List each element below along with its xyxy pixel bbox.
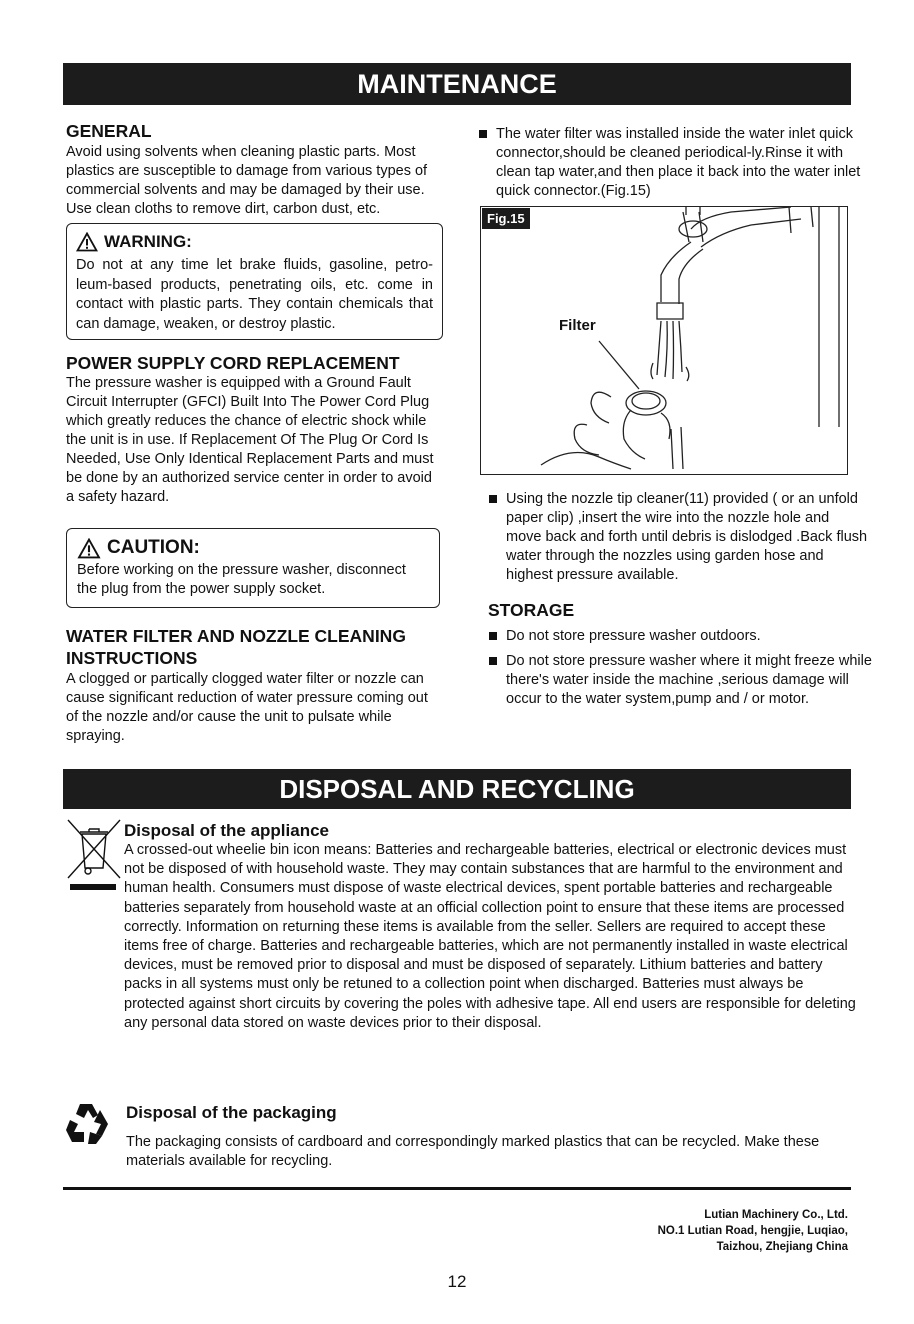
- caution-title: CAUTION:: [107, 537, 200, 558]
- power-cord-heading: POWER SUPPLY CORD REPLACEMENT: [66, 353, 400, 373]
- faucet-filter-illustration: [481, 207, 846, 473]
- company-name: Lutian Machinery Co., Ltd.: [704, 1209, 848, 1221]
- storage-bullet-freeze: [488, 652, 880, 709]
- page-number: 12: [447, 1272, 467, 1291]
- warning-title: WARNING:: [104, 232, 192, 251]
- packaging-heading: Disposal of the packaging: [126, 1103, 337, 1122]
- bullet-square: [489, 632, 497, 640]
- general-text: Avoid using solvents when cleaning plastic parts. Most plastics are susceptible to damage from various types of commercial solvents and may be damaged by their use. Use clean cloths to remove dirt, carbon dust, etc.: [66, 144, 428, 217]
- storage-bullet-freeze-text: Do not store pressure washer where it might freeze while there's water inside the machine ,serious damage will occur to the water system,pump and / or motor.: [506, 653, 872, 707]
- power-cord-text: The pressure washer is equipped with a Ground Fault Circuit Interrupter (GFCI) Built Into The Power Cord Plug which greatly reduces the chance of electric shock while the unit is in use. If Replacement Of The Plug Or Cord Is Needed, Use Only Identical Replacement Parts and must be done by an authorized service center in order to avoid a safety hazard.: [66, 375, 434, 505]
- filter-cleaning-heading-line2: INSTRUCTIONS: [66, 648, 198, 668]
- caution-box: [66, 528, 440, 608]
- crossed-out-wheelie-bin-icon: [64, 816, 124, 896]
- bullet-nozzle-cleaner-text: Using the nozzle tip cleaner(11) provided ( or an unfold paper clip) ,insert the wire into the nozzle hole and move back and forth until debris is dislodged .Back flush water through the nozzles using garden hose and highest pressure available.: [506, 491, 868, 583]
- filter-label: Filter: [559, 317, 596, 334]
- footer-rule: [63, 1187, 851, 1190]
- company-address-line2: Taizhou, Zhejiang China: [716, 1241, 848, 1253]
- warning-text: Do not at any time let brake fluids, gasoline, petro-leum-based products, penetrating oils, etc. come in contact with plastic parts. They contain chemicals that can damage, weaken, or destroy plastic.: [76, 257, 433, 332]
- storage-heading: STORAGE: [488, 600, 575, 620]
- company-address-line1: NO.1 Lutian Road, hengjie, Luqiao,: [657, 1225, 848, 1237]
- maintenance-banner: MAINTENANCE: [63, 63, 851, 105]
- bullet-water-filter: [478, 125, 866, 201]
- warning-triangle-icon: [77, 538, 101, 559]
- filter-cleaning-heading-line1: WATER FILTER AND NOZZLE CLEANING: [66, 626, 406, 646]
- company-address: [658, 1207, 848, 1255]
- storage-bullet-outdoors: [488, 627, 874, 646]
- figure-15: [480, 206, 848, 475]
- appliance-heading: Disposal of the appliance: [124, 821, 329, 840]
- caution-text: Before working on the pressure washer, disconnect the plug from the power supply socket.: [77, 562, 406, 597]
- bullet-square: [479, 130, 487, 138]
- storage-bullet-outdoors-text: Do not store pressure washer outdoors.: [506, 628, 761, 644]
- bullet-nozzle-cleaner: [488, 490, 868, 585]
- bullet-square: [489, 495, 497, 503]
- warning-box: [66, 223, 443, 340]
- recycling-icon: [64, 1102, 110, 1146]
- disposal-banner: DISPOSAL AND RECYCLING: [63, 769, 851, 809]
- bullet-water-filter-text: The water filter was installed inside the water inlet quick connector,should be cleaned periodical-ly.Rinse it with clean tap water,and then place it back into the water inlet quick connector.(Fig.15): [496, 126, 861, 199]
- warning-triangle-icon: [76, 232, 98, 252]
- bullet-square: [489, 657, 497, 665]
- figure-label: Fig.15: [482, 208, 530, 229]
- general-heading: GENERAL: [66, 121, 152, 141]
- filter-cleaning-text: A clogged or partically clogged water filter or nozzle can cause significant reduction of water pressure coming out of the nozzle and/or cause the unit to pulsate while spraying.: [66, 671, 428, 744]
- packaging-text: The packaging consists of cardboard and correspondingly marked plastics that can be recycled. Make these materials available for recycling.: [126, 1134, 820, 1169]
- appliance-text: A crossed-out wheelie bin icon means: Batteries and rechargeable batteries, electrical or electronic devices must not be disposed of with household waste. They may contain substances that are harmful to the environment and human health. Consumers must dispose of waste electrical devices, spent portable batteries and rechargeable batteries separately from household waste at an official collection point to ensure that these items are processed correctly. Information on returning these items is available from the seller. Sellers are required to accept these items free of charge. Batteries and rechargeable batteries, which are not permanently installed in waste electrical devices, must be removed prior to disposal and must be disposed of separately. Lithium batteries and battery packs in all systems must only be retuned to a collection point when discharged. Batteries must always be protected against short circuits by covering the poles with adhesive tape. All end users are responsible for deleting any personal data stored on waste devices prior to their disposal.: [124, 842, 856, 1031]
